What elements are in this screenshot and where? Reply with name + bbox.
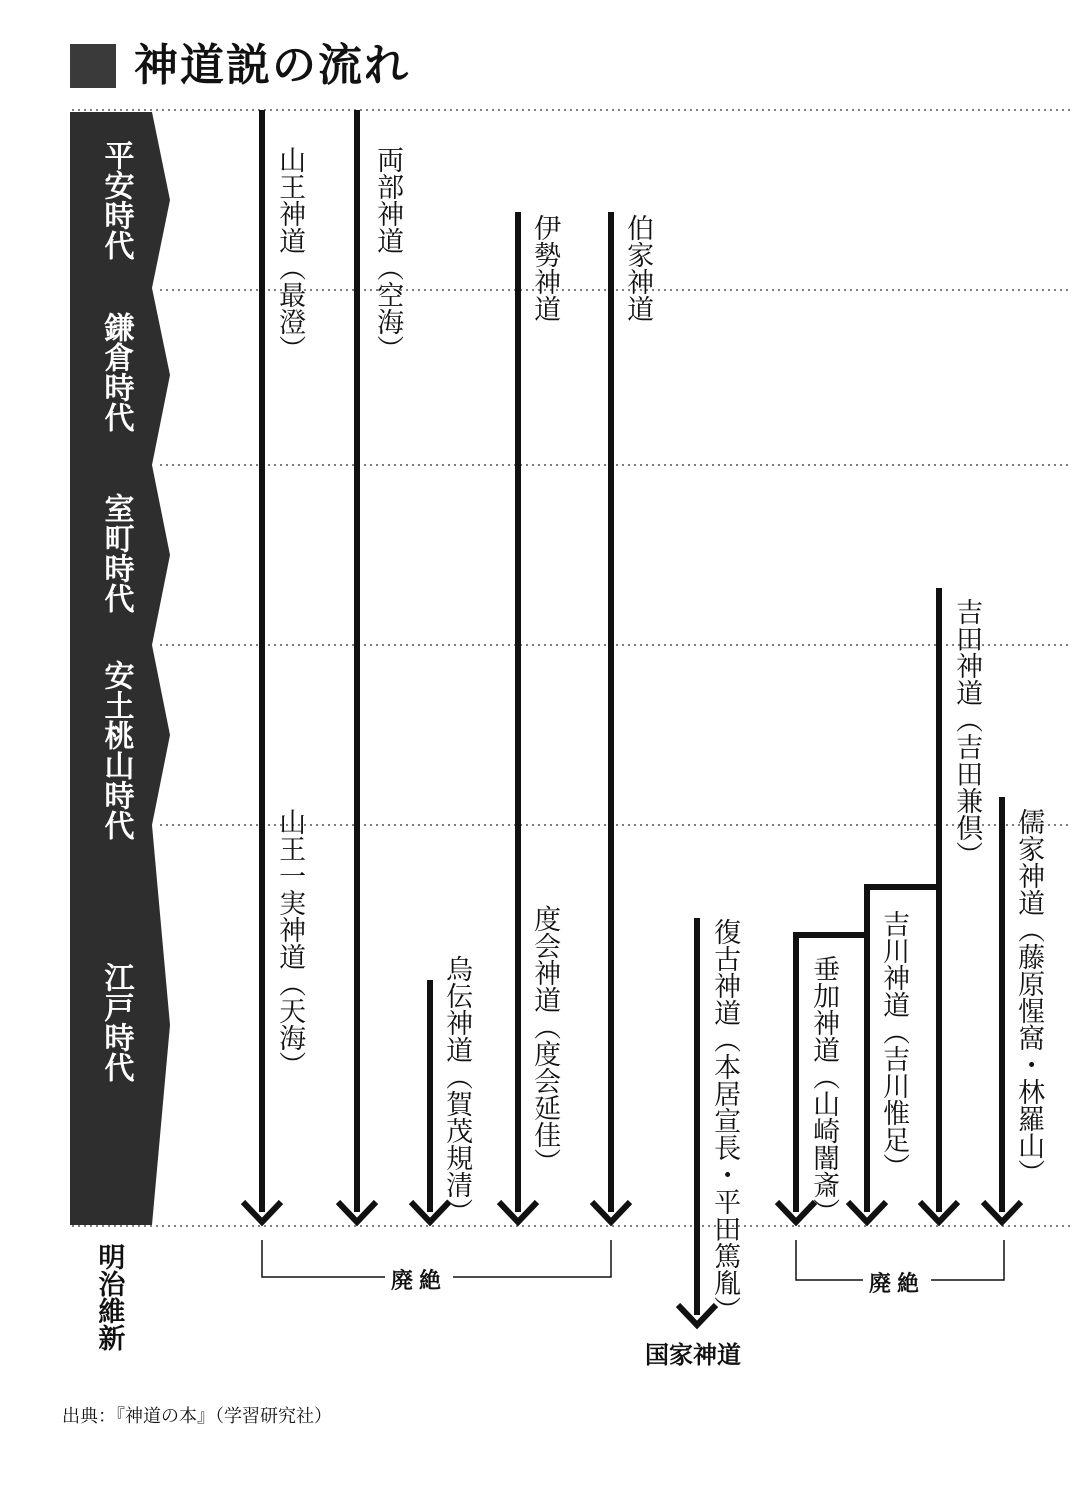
page-title: 神道説の流れ — [134, 40, 410, 91]
label-karasu: 烏伝神道（賀茂規清） — [441, 955, 473, 1225]
label-suika: 垂加神道（山崎闇斎） — [808, 955, 840, 1225]
era-heian: 平安時代 — [98, 140, 134, 260]
label-yoshikawa: 吉川神道（吉川惟足） — [878, 910, 910, 1180]
arrowheads — [243, 1202, 1021, 1325]
label-ise: 伊勢神道 — [529, 214, 561, 322]
period-dividers — [72, 110, 1070, 1226]
source-citation: 出典：『神道の本』（学習研究社） — [62, 1406, 332, 1427]
label-jukka: 儒家神道（藤原惺窩・林羅山） — [1013, 808, 1045, 1186]
haizetsu-label-right: 廃絶 — [863, 1267, 931, 1298]
label-ryobu: 両部神道（空海） — [372, 146, 404, 362]
label-watarai: 度会神道（度会延佳） — [529, 905, 561, 1175]
label-yoshida: 吉田神道（吉田兼倶） — [951, 598, 983, 868]
kokka-shinto-label: 国家神道 — [645, 1341, 741, 1369]
label-hakke: 伯家神道 — [622, 214, 654, 322]
era-muromachi: 室町時代 — [98, 493, 134, 613]
label-fukko: 復古神道（本居宣長・平田篤胤） — [709, 918, 741, 1323]
label-sanno-ichijitsu: 山王一実神道（天海） — [274, 808, 306, 1078]
era-edo: 江戸時代 — [98, 962, 134, 1082]
title-marker — [70, 44, 116, 88]
label-sanno: 山王神道（最澄） — [274, 146, 306, 362]
era-kamakura: 鎌倉時代 — [98, 312, 134, 432]
haizetsu-label-left: 廃絶 — [385, 1264, 453, 1295]
meiji-label: 明治維新 — [93, 1243, 125, 1351]
era-azuchi-momoyama: 安土桃山時代 — [98, 660, 134, 840]
